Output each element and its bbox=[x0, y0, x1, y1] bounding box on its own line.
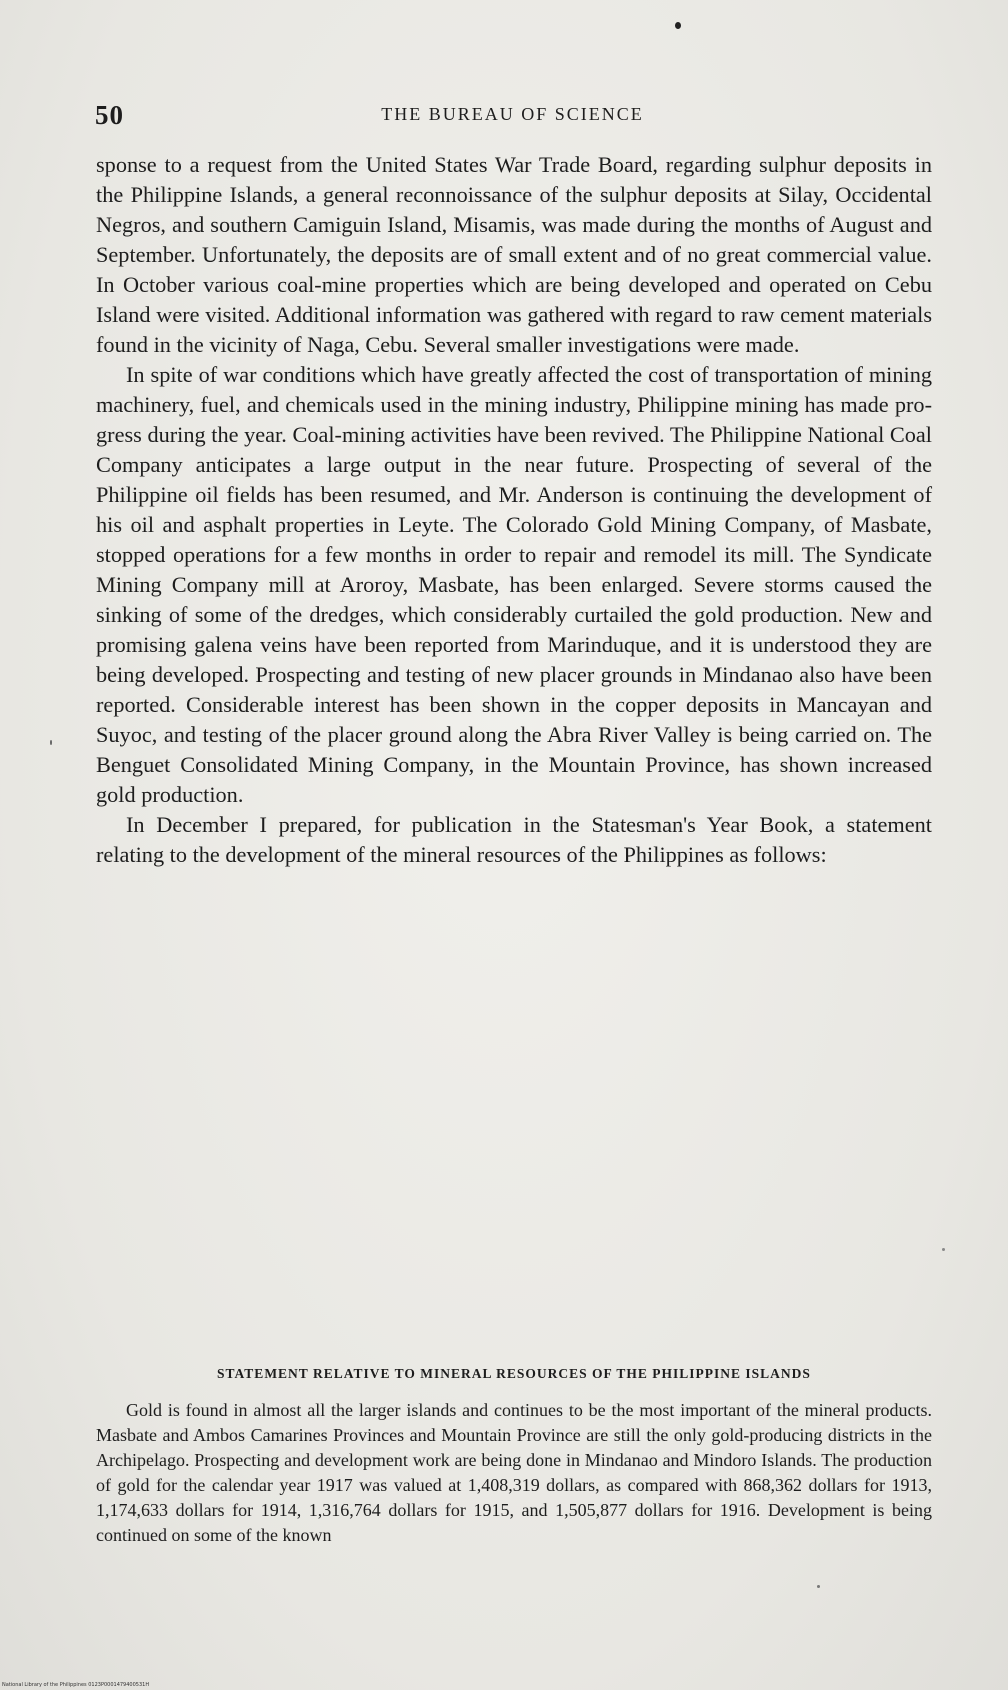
ink-speck bbox=[50, 740, 52, 745]
ink-speck bbox=[942, 1248, 945, 1251]
paragraph: In December I prepared, for publication in the Statesman's Year Book, a statement relating to the development of the mineral resources of the Philippines as follows: bbox=[96, 812, 932, 867]
running-head: THE BUREAU OF SCIENCE bbox=[381, 104, 644, 124]
body-text bbox=[96, 150, 932, 870]
page-number: 50 bbox=[95, 100, 124, 130]
statement-text: Gold is found in almost all the larger islands and continues to be the most important of the mineral products. Masbate and Ambos Camarines Provinces and Mountain Province are still the only gold-producing districts in the Archipelago. Prospecting and development work are being done in Mindanao and Mindoro Islands. The production of gold for the calendar year 1917 was valued at 1,408,319 dollars, as compared with 868,362 dollars for 1913, 1,174,633 dollars for 1914, 1,316,764 dollars for 1915, and 1,505,877 dollars for 1916. Development is being continued on some of the known bbox=[96, 1400, 932, 1545]
page-header bbox=[95, 100, 930, 134]
scan-credit: National Library of the Philippines 0123P0001479400531H bbox=[2, 1682, 150, 1688]
paragraph: sponse to a request from the United States War Trade Board, regarding sulphur deposits in the Philippine Islands, a general reconnoissance of the sulphur deposits at Silay, Occidental Negros, and southern Camiguin Island, Misamis, was made during the months of August and September. Unfortunately, the deposits are of small extent and of no great commercial value. In October various coal-mine properties which are being developed and operated on Cebu Island were visited. Additional information was gathered with regard to raw cement materials found in the vicinity of Naga, Cebu. Several smaller investigations were made. bbox=[96, 152, 932, 357]
ink-speck bbox=[675, 22, 681, 29]
ink-speck bbox=[817, 1585, 820, 1588]
paragraph: In spite of war conditions which have greatly affected the cost of transportation of mining machinery, fuel, and chemicals used in the mining industry, Philippine mining has made progress during the year. Coal-mining activities have been revived. The Philippine National Coal Company anticipates a large output in the near future. Prospecting of several of the Philippine oil fields has been resumed, and Mr. Anderson is continuing the development of his oil and asphalt properties in Leyte. The Colorado Gold Mining Company, of Masbate, stopped operations for a few months in order to repair and remodel its mill. The Syndicate Mining Company mill at Aroroy, Masbate, has been enlarged. Severe storms caused the sinking of some of the dredges, which considerably curtailed the gold production. New and promising galena veins have been reported from Marinduque, and it is understood they are being developed. Prospecting and testing of new placer grounds in Mindanao also have been reported. Considerable interest has been shown in the copper deposits in Mancayan and Suyoc, and testing of the placer ground along the Abra River Valley is being carried on. The Benguet Consolidated Mining Company, in the Mountain Province, has shown increased gold production. bbox=[96, 362, 932, 807]
statement-title: STATEMENT RELATIVE TO MINERAL RESOURCES OF THE PHILIPPINE ISLANDS bbox=[217, 1366, 811, 1381]
